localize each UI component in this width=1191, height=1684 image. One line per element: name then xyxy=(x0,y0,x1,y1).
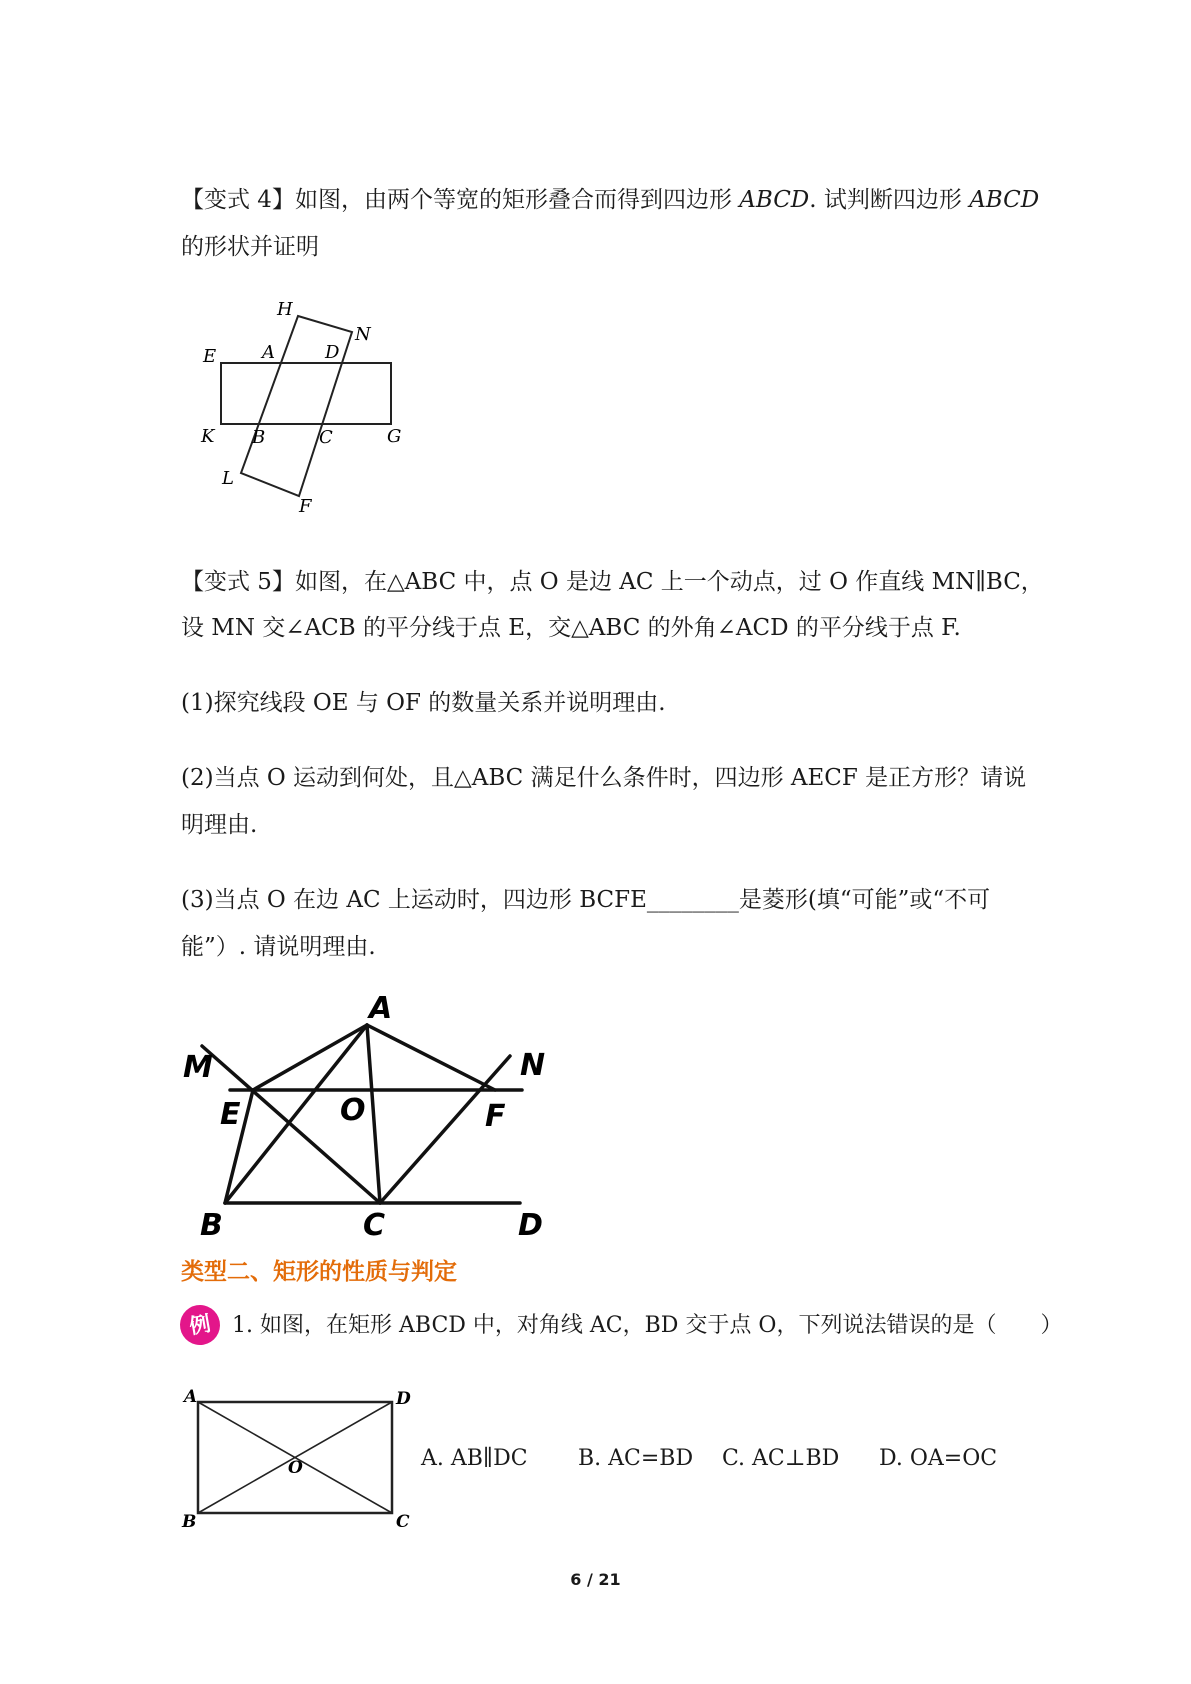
variant5-q3-line1 xyxy=(181,885,990,915)
label-A: A xyxy=(369,991,393,1026)
variant5-q2-line1: (2)当点 O 运动到何处，且△ABC 满足什么条件时，四边形 AECF 是正方形？请说 xyxy=(181,765,1027,791)
label-G: G xyxy=(387,426,402,447)
label-F: F xyxy=(485,1099,506,1134)
choice-a: A. AB∥DC xyxy=(421,1446,528,1471)
variant4-abcd-2: ABCD xyxy=(969,187,1040,213)
label-C: C xyxy=(363,1208,386,1240)
variant5-q1: (1)探究线段 OE 与 OF 的数量关系并说明理由. xyxy=(181,690,666,716)
example-figure xyxy=(178,1385,418,1530)
choice-c: C. AC⊥BD xyxy=(722,1446,840,1471)
label-F: F xyxy=(299,496,312,517)
variant5-q3-post: 是菱形(填“可能”或“不可 xyxy=(738,887,991,913)
variant5-figure xyxy=(180,990,560,1240)
label-O: O xyxy=(340,1093,366,1128)
variant4-middle: . 试判断四边形 xyxy=(809,187,970,213)
label-B: B xyxy=(252,427,266,448)
label-C: C xyxy=(396,1512,410,1530)
label-D: D xyxy=(518,1208,543,1240)
label-A: A xyxy=(262,342,275,363)
label-H: H xyxy=(277,299,293,320)
choice-d: D. OA=OC xyxy=(879,1446,998,1471)
label-E: E xyxy=(220,1097,241,1132)
variant5-q3-blank: ________ xyxy=(646,887,739,913)
variant4-prefix: 【变式 4】如图，由两个等宽的矩形叠合而得到四边形 xyxy=(181,187,740,213)
label-N: N xyxy=(355,324,371,345)
label-D: D xyxy=(325,342,340,363)
variant4-abcd-1: ABCD xyxy=(739,187,810,213)
label-D: D xyxy=(396,1389,411,1409)
label-K: K xyxy=(201,426,215,447)
variant4-figure xyxy=(195,290,425,520)
variant5-line1: 【变式 5】如图，在△ABC 中，点 O 是边 AC 上一个动点，过 O 作直线 MN∥BC， xyxy=(181,569,1044,595)
label-M: M xyxy=(183,1050,213,1085)
label-A: A xyxy=(184,1387,198,1407)
variant5-q3-line2: 能”）. 请说明理由. xyxy=(181,934,376,960)
label-B: B xyxy=(200,1208,223,1240)
choice-b: B. AC=BD xyxy=(578,1446,694,1471)
section-heading: 类型二、矩形的性质与判定 xyxy=(181,1259,457,1285)
variant5-q2-line2: 明理由. xyxy=(181,812,258,838)
variant4-line2: 的形状并证明 xyxy=(181,234,319,260)
label-N: N xyxy=(520,1048,546,1083)
label-O: O xyxy=(288,1458,303,1478)
label-L: L xyxy=(222,468,234,489)
label-B: B xyxy=(182,1512,197,1530)
variant5-q3-pre: (3)当点 O 在边 AC 上运动时，四边形 BCFE xyxy=(181,887,647,913)
page-number: 6 / 21 xyxy=(570,1570,621,1589)
example-badge: 例 xyxy=(177,1302,223,1348)
variant5-line2: 设 MN 交∠ACB 的平分线于点 E，交△ABC 的外角∠ACD 的平分线于点 F. xyxy=(181,615,961,641)
label-E: E xyxy=(203,346,217,367)
label-C: C xyxy=(319,427,333,448)
example-question: 1. 如图，在矩形 ABCD 中，对角线 AC，BD 交于点 O，下列说法错误的是（ ） xyxy=(232,1313,1063,1338)
variant4-line1 xyxy=(181,185,1039,215)
